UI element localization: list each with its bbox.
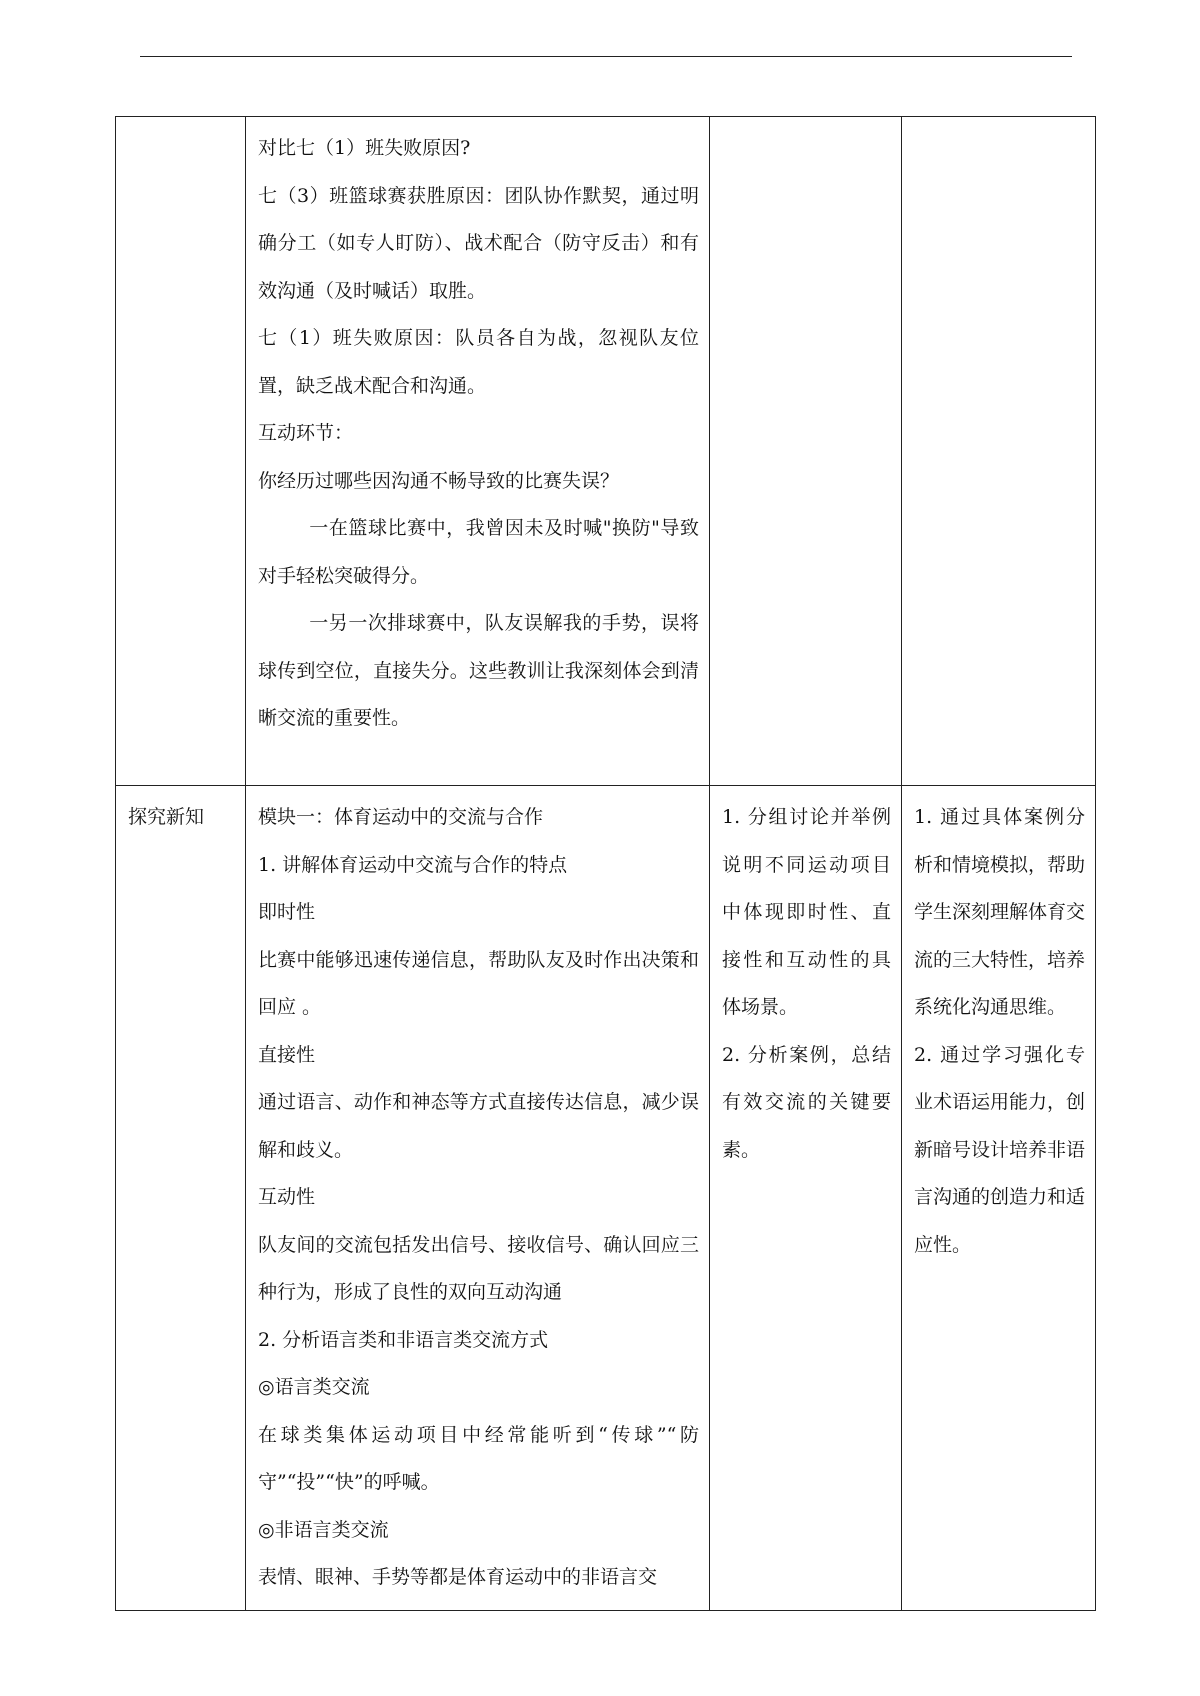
design-intent-cell (902, 117, 1096, 786)
content-line: ◎语言类交流 (258, 1376, 370, 1398)
intent-line: 1. 通过具体案例分析和情境模拟，帮助学生深刻理解体育交流的三大特性，培养系统化沟通思维。 (914, 806, 1086, 1018)
content-line: 表情、眼神、手势等都是体育运动中的非语言交 (258, 1566, 658, 1588)
content-line: 七（1）班失败原因：队员各自为战，忽视队友位置，缺乏战术配合和沟通。 (258, 327, 699, 397)
lesson-plan-table (115, 116, 1096, 1611)
stage-cell (116, 786, 246, 1611)
content-line: 一在篮球比赛中，我曾因未及时喊"换防"导致对手轻松突破得分。 (258, 517, 699, 587)
table-row (116, 786, 1096, 1611)
activity-line: 1. 分组讨论并举例说明不同运动项目中体现即时性、直接性和互动性的具体场景。 (722, 806, 891, 1018)
content-line: 模块一：体育运动中的交流与合作 (258, 806, 544, 828)
content-line: 对比七（1）班失败原因? (258, 137, 471, 159)
content-line: 在球类集体运动项目中经常能听到“传球”“防守”“投”“快”的呼喊。 (258, 1423, 699, 1493)
content-line: 比赛中能够迅速传递信息，帮助队友及时作出决策和回应 。 (258, 948, 699, 1018)
stage-cell (116, 117, 246, 786)
teaching-content-cell (246, 786, 710, 1611)
design-intent-cell (902, 786, 1096, 1611)
content-line: 互动环节： (258, 422, 354, 444)
student-activity-cell (710, 786, 902, 1611)
content-line: 一另一次排球赛中，队友误解我的手势，误将球传到空位，直接失分。这些教训让我深刻体会到清晰交流的重要性。 (258, 612, 699, 729)
content-line: 队友间的交流包括发出信号、接收信号、确认回应三种行为，形成了良性的双向互动沟通 (258, 1233, 699, 1303)
content-line: 七（3）班篮球赛获胜原因：团队协作默契，通过明确分工（如专人盯防）、战术配合（防守反击）和有效沟通（及时喊话）取胜。 (258, 184, 699, 302)
content-line: ◎非语言类交流 (258, 1518, 389, 1541)
header-rule (140, 56, 1072, 57)
teaching-content-cell (246, 117, 710, 786)
activity-line: 2. 分析案例，总结有效交流的关键要素。 (722, 1043, 891, 1161)
intent-line: 2. 通过学习强化专业术语运用能力，创新暗号设计培养非语言沟通的创造力和适应性。 (914, 1043, 1086, 1256)
stage-label: 探究新知 (128, 806, 205, 828)
student-activity-cell (710, 117, 902, 786)
content-line: 直接性 (258, 1043, 316, 1066)
content-line: 1. 讲解体育运动中交流与合作的特点 (258, 853, 568, 876)
content-line: 你经历过哪些因沟通不畅导致的比赛失误？ (258, 469, 620, 492)
content-line: 通过语言、动作和神态等方式直接传达信息，减少误解和歧义。 (258, 1091, 699, 1161)
table-row (116, 117, 1096, 786)
content-line: 2. 分析语言类和非语言类交流方式 (258, 1328, 549, 1351)
content-line: 互动性 (258, 1186, 316, 1208)
content-line: 即时性 (258, 901, 316, 923)
